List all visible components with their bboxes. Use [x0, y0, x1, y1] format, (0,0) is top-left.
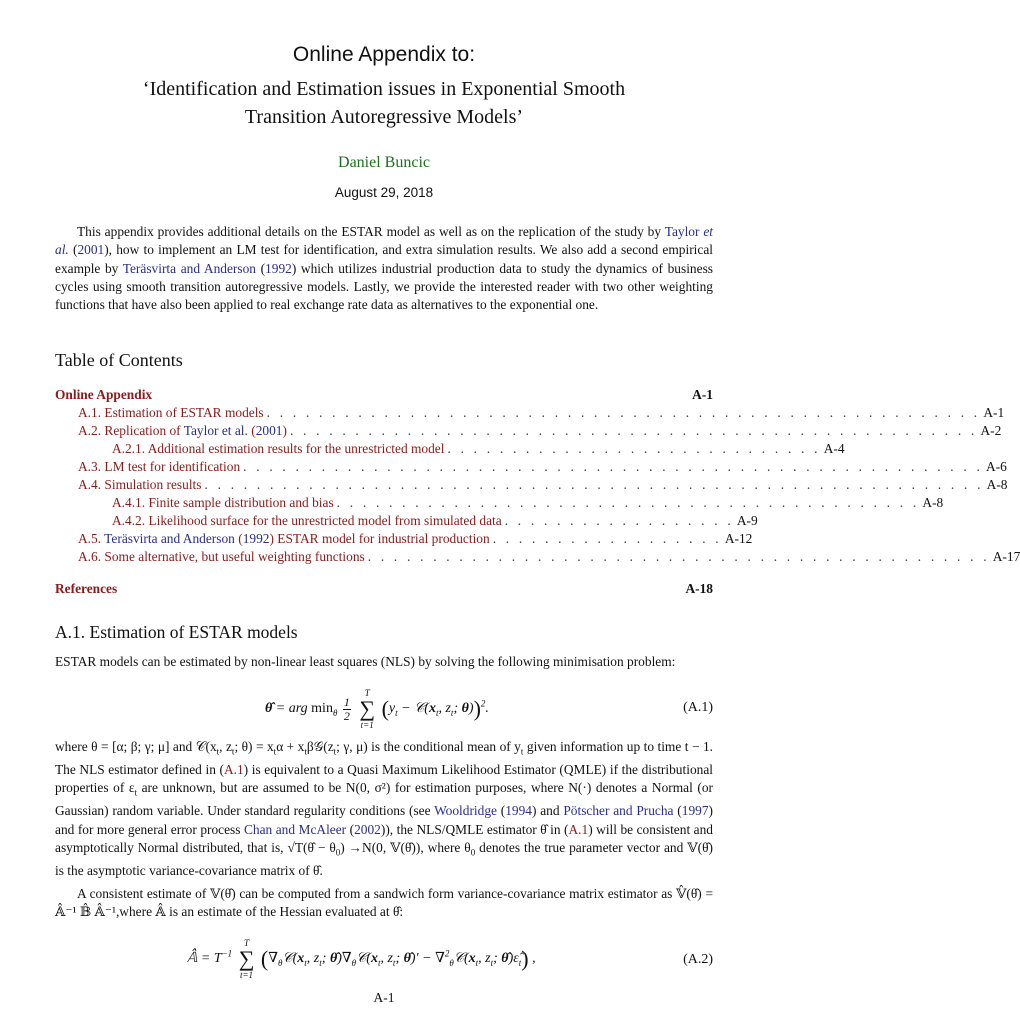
abstract — [55, 223, 713, 314]
toc-citation-year: 2001 — [255, 423, 283, 438]
toc-entry-a4[interactable]: A.4. Simulation results . . . . . . . . . . . . . . . . . . . . . . . . . . . . . . . . . . . . . . . . . . . . . . . . . . . . . . . . . . . . A-8 — [78, 477, 1008, 492]
paper-title-line1: ‘Identification and Estimation issues in Exponential Smooth — [142, 78, 626, 100]
toc-entry-a2[interactable]: A.2. Replication of Taylor et al. (2001) . . . . . . . . . . . . . . . . . . . . . . . . . . . . . . . . . . . . . . . . . . . . . . . . . . . . . A-2 — [78, 423, 1002, 438]
toc-citation: Teräsvirta and Anderson — [104, 531, 235, 546]
citation-taylor-etal: et al. — [55, 224, 714, 258]
abstract-text-b: ), how to implement an LM test for identification, and extra simulation results. We also add a second empirical example by — [55, 242, 713, 276]
toc-entry-a1[interactable]: A.1. Estimation of ESTAR models . . . . . . . . . . . . . . . . . . . . . . . . . . . . . . . . . . . . . . . . . . . . . . . . . . . . . . . A-1 — [78, 405, 1005, 420]
author-name[interactable]: Daniel Buncic — [338, 154, 430, 171]
page-number: A-1 — [373, 990, 395, 1005]
p2-k: )), the NLS/QMLE estimator θ̂ in ( — [380, 821, 569, 837]
p2-e: β𝒢(z — [306, 739, 334, 754]
toc-entry-a6[interactable]: A.6. Some alternative, but useful weighting functions . . . . . . . . . . . . . . . . . . . . . . . . . . . . . . . . . . . . . . . . . . . . . . . . A-17 — [78, 549, 1020, 564]
p2-n: denotes the true parameter vector and 𝕍(θ̂) is the asymptotic variance-covariance matrix of θ̂. — [55, 839, 713, 878]
toc-label: A.5. — [78, 531, 105, 546]
toc-entry-a2-1[interactable]: A.2.1. Additional estimation results for the unrestricted model . . . . . . . . . . . . . . . . . . . . . . . . . . . . . A-4 — [112, 441, 845, 456]
citation-taylor-year[interactable]: 2001 — [77, 242, 105, 258]
p2-l: ) will be consistent and asymptotically Normal distributed, that is, √T(θ̂ − θ — [55, 821, 713, 855]
toc-page: A-8 — [986, 477, 1008, 492]
abstract-text-a: This appendix provides additional details on the ESTAR model as well as on the replication of the study by — [77, 224, 665, 239]
toc-page: A-2 — [980, 423, 1002, 438]
toc-label: A.3. LM test for identification — [78, 459, 241, 474]
citation-wooldridge[interactable]: Wooldridge — [434, 803, 497, 819]
toc-page: A-18 — [685, 581, 713, 596]
toc-page: A-12 — [724, 531, 753, 546]
p2-h: ) is equivalent to a Quasi Maximum Likelihood Estimator (QMLE) if the distributional properties of ε — [55, 761, 713, 796]
paragraph-2: where θ = [α; β; γ; μ] and $𝒞(x_t$, $z_t$; $\theta) = x_t\alpha$ + $x_t\beta 𝒢(z_t$; γ, μ) is the conditional mean of $y_t$ given information up to time t − 1. The NLS estimator defined in (A.1) is equivalent to a Quasi Maximum Likelihood Estimator (QMLE) if the distributional properties of $\varepsilon_t$ are unknown, but are assumed to be N(0, σ²) for estimation purposes, where N(·) denotes a Normal (or Gaussian) random variable. Under standard regularity conditions (see Wooldridge (1994) and Pötscher and Prucha (1997) and for more general error process Chan and McAleer (2002)), the NLS/QMLE estimator θ̂ in (A.1) will be consistent and asymptotically Normal distributed, that is, √T(θ̂ − $\theta_0) \to N(0$, 𝕍(θ̂)), where $\theta_0$ denotes the true parameter vector and 𝕍(θ̂) is the asymptotic variance-covariance matrix of θ̂. — [55, 739, 713, 878]
appendix-title: Online Appendix to: — [292, 43, 476, 66]
citation-chan[interactable]: Chan and McAleer — [243, 821, 347, 837]
toc-page: A-1 — [983, 405, 1005, 420]
equation-number: (A.1) — [683, 700, 713, 715]
toc-label: Online Appendix — [55, 387, 153, 402]
toc-entry-online-appendix[interactable] — [55, 387, 713, 405]
paper-title-line2: Transition Autoregressive Models’ — [244, 106, 524, 128]
toc-page: A-9 — [736, 513, 758, 528]
toc-page: A-6 — [986, 459, 1007, 474]
section-heading: A.1. Estimation of ESTAR models — [55, 622, 298, 642]
paper-date: August 29, 2018 — [334, 185, 434, 200]
citation-chan-year[interactable]: 2002 — [354, 821, 381, 837]
toc-entry-a4-1[interactable]: A.4.1. Finite sample distribution and bias . . . . . . . . . . . . . . . . . . . . . . . . . . . . . . . . . . . . . . . . . . . . . A-8 — [112, 495, 944, 510]
toc-entry-references[interactable] — [55, 581, 713, 599]
abstract-paragraph: This appendix provides additional details on the ESTAR model as well as on the replication of the study by Taylor et al. (2001), how to implement an LM test for identification, and extra simulation results. We also add a second empirical example by Teräsvirta and Anderson (1992) which utilizes industrial production data to study the dynamics of business cycles using smooth transition autoregressive models. Lastly, we provide the interested reader with two other weighting functions that have also been applied to real exchange rate data as alternatives to the exponential one. — [55, 224, 714, 313]
equation-a1: θ̂ = arg $\min_\theta$ $\frac{1}{2}$ T ∑ t=1 ($y_t$ − $𝒞(x_t$, $z_t$; θ))$^2$. (A.1) — [265, 688, 713, 730]
p2-j: ) and for more general error process — [55, 803, 713, 837]
toc-paren-open: ( — [247, 423, 256, 438]
citation-terasvirta-year[interactable]: 1992 — [265, 260, 292, 276]
paper-title — [55, 75, 713, 131]
p2-c: ; θ) = x — [234, 739, 274, 754]
toc-page: A-8 — [922, 495, 944, 510]
toc-title: Table of Contents — [55, 350, 183, 370]
toc-label: A.4.1. Finite sample distribution and bias — [112, 495, 334, 510]
abstract-text-c: ) which utilizes industrial production data to study the dynamics of business cycles using smooth transition autoregressive models. Lastly, we provide the interested reader with two other weighting functions that have also been applied to real exchange rate data as alternatives to the exponential one. — [55, 260, 713, 313]
toc-paren-close: ) — [282, 423, 287, 438]
toc-page: A-4 — [823, 441, 845, 456]
toc-citation: Taylor et al. — [183, 423, 248, 438]
toc-page: A-1 — [692, 387, 713, 402]
equation-a2: 𝔸̂ = $T^{-1}$ T ∑ t=1 ($\nabla_\theta 𝒞(x_t$, $z_t$; $\thetâ)\nabla_\theta 𝒞(x_t$, $z_t$; θ̂)′ − $\nabla^2_\theta 𝒞(x_t$, $z_t$; $\thetâ)\varepsilon̂_t$) , (A.2) — [187, 938, 713, 980]
intro-text: ESTAR models can be estimated by non-linear least squares (NLS) by solving the following minimisation problem: — [55, 654, 676, 669]
p2-m: ) →N(0, 𝕍(θ̂)), where θ — [340, 839, 471, 855]
toc-entry-a4-2[interactable]: A.4.2. Likelihood surface for the unrestricted model from simulated data . . . . . . . . . . . . . . . . . . A-9 — [112, 513, 758, 528]
equation-ref-a1[interactable]: A.1 — [223, 761, 244, 777]
p2-b: , z — [219, 739, 232, 754]
p3-text: A consistent estimate of 𝕍(θ̂) can be computed from a sandwich form variance-covariance matrix estimator as 𝕍̂(θ̂) = 𝔸̂⁻¹ 𝔹̂ 𝔸̂⁻¹,where 𝔸̂ is an estimate of the Hessian evaluated at θ̂: — [55, 886, 713, 920]
toc-citation-year: 1992 — [242, 531, 270, 546]
p2-g: given information up to time t − 1. The NLS estimator defined in ( — [55, 739, 713, 777]
citation-taylor-name: Taylor — [664, 224, 704, 239]
toc-label-rest: ) ESTAR model for industrial production — [269, 531, 490, 546]
toc-label: A.2.1. Additional estimation results for the unrestricted model — [112, 441, 445, 456]
toc-label: References — [55, 581, 118, 596]
toc-label: A.1. Estimation of ESTAR models — [78, 405, 264, 420]
citation-potscher[interactable]: Pötscher and Prucha — [563, 803, 674, 819]
toc-entry-a5[interactable]: A.5. Teräsvirta and Anderson (1992) ESTAR model for industrial production . . . . . . . . . . . . . . . . . . A-12 — [78, 531, 753, 546]
toc-label: A.6. Some alternative, but useful weighting functions — [78, 549, 365, 564]
toc-label: A.4. Simulation results — [78, 477, 202, 492]
p2-i: are unknown, but are assumed to be N(0, σ²) for estimation purposes, where N(·) denotes a Normal (or Gaussian) random variable. Under standard regularity conditions (see — [55, 780, 713, 819]
equation-ref-a1-2[interactable]: A.1 — [568, 821, 589, 837]
toc-page: A-17 — [992, 549, 1020, 564]
toc-label: A.2. Replication of — [78, 423, 184, 438]
citation-wooldridge-year[interactable]: 1994 — [505, 803, 532, 819]
citation-terasvirta[interactable]: Teräsvirta and Anderson — [122, 260, 256, 276]
p2-f: ; γ, μ) is the conditional mean of y — [336, 739, 521, 754]
toc-label: A.4.2. Likelihood surface for the unrestricted model from simulated data — [112, 513, 502, 528]
toc-entry-a3[interactable]: A.3. LM test for identification . . . . . . . . . . . . . . . . . . . . . . . . . . . . . . . . . . . . . . . . . . . . . . . . . . . . . . . . . A-6 — [78, 459, 1007, 474]
p2-d: α + x — [276, 739, 305, 754]
citation-potscher-year[interactable]: 1997 — [681, 803, 709, 819]
toc-paren-open: ( — [234, 531, 243, 546]
paragraph-3 — [55, 885, 713, 922]
citation-taylor-open: ( — [68, 242, 78, 258]
equation-number: (A.2) — [683, 952, 713, 967]
p2-a: where θ = [α; β; γ; μ] and 𝒞(x — [55, 739, 217, 754]
paper-page — [55, 0, 1020, 1024]
section-intro — [55, 653, 713, 671]
